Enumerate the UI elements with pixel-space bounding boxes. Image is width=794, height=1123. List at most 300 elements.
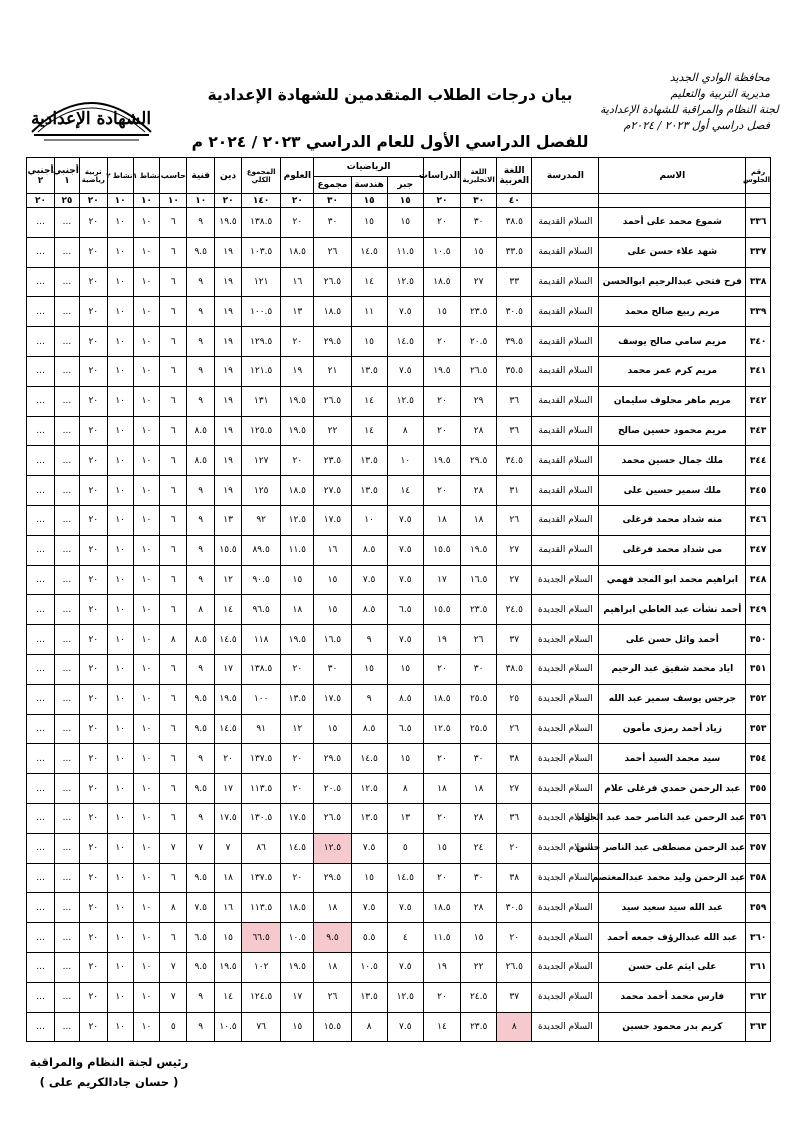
cell-religion: ١٩ <box>215 386 242 416</box>
cell-geometry: ١٥ <box>351 327 387 357</box>
cell-algebra: ٧.٥ <box>387 625 423 655</box>
cell-seat: ٣٤٩ <box>746 595 771 625</box>
col-algebra: جبر <box>387 177 423 194</box>
cell-algebra: ١٢.٥ <box>387 267 423 297</box>
cell-math-total: ٢٦ <box>314 237 351 267</box>
cell-religion: ١٤.٥ <box>215 625 242 655</box>
cell-religion: ١٨ <box>215 863 242 893</box>
table-row <box>27 684 771 714</box>
cell-foreign2: ... <box>27 595 55 625</box>
cell-computer: ٦ <box>160 267 187 297</box>
cell-school: السلام الجديدة <box>532 803 599 833</box>
cell-seat: ٣٥٥ <box>746 774 771 804</box>
table-row <box>27 327 771 357</box>
cell-algebra: ٨ <box>387 416 423 446</box>
cell-total: ١٠٣.٥ <box>242 237 281 267</box>
cell-computer: ٦ <box>160 386 187 416</box>
cell-english: ٢٢ <box>461 952 497 982</box>
cell-name: ملك جمال حسين محمد <box>599 446 746 476</box>
cell-geometry: ١٥ <box>351 208 387 238</box>
cell-foreign1: ... <box>55 982 80 1012</box>
col-math-group: الرياضيات <box>314 158 424 177</box>
cell-sports: ٢٠ <box>79 1012 107 1042</box>
cell-art: ٩.٥ <box>187 774 215 804</box>
cell-total: ١٣٠.٥ <box>242 803 281 833</box>
cell-foreign2: ... <box>27 625 55 655</box>
cell-sports: ٢٠ <box>79 297 107 327</box>
cell-sports: ٢٠ <box>79 625 107 655</box>
cell-english: ٢٥.٥ <box>461 714 497 744</box>
cell-science: ١٨ <box>281 595 314 625</box>
cell-school: السلام القديمة <box>532 446 599 476</box>
cell-science: ١٩.٥ <box>281 416 314 446</box>
cell-activity2: ١٠ <box>107 356 133 386</box>
grade-rows <box>27 208 771 1042</box>
cell-science: ٢٠ <box>281 863 314 893</box>
cell-school: السلام القديمة <box>532 505 599 535</box>
cell-art: ٩ <box>187 982 215 1012</box>
cell-art: ٩ <box>187 297 215 327</box>
cell-algebra: ٧.٥ <box>387 893 423 923</box>
cell-school: السلام الجديدة <box>532 952 599 982</box>
cell-religion: ١٩.٥ <box>215 684 242 714</box>
table-row <box>27 505 771 535</box>
cell-activity1: ١٠ <box>133 744 160 774</box>
cell-foreign1: ... <box>55 595 80 625</box>
cell-activity2: ١٠ <box>107 833 133 863</box>
cell-algebra: ١٥ <box>387 744 423 774</box>
table-row <box>27 267 771 297</box>
cell-english: ٢٠.٥ <box>461 327 497 357</box>
cell-foreign2: ... <box>27 267 55 297</box>
cell-total: ٦٦.٥ <box>242 923 281 953</box>
cell-foreign2: ... <box>27 476 55 506</box>
cell-activity2: ١٠ <box>107 535 133 565</box>
cell-art: ٩ <box>187 476 215 506</box>
cell-total: ٩١ <box>242 714 281 744</box>
cell-religion: ١٧.٥ <box>215 803 242 833</box>
cell-activity2: ١٠ <box>107 476 133 506</box>
cell-studies: ٢٠ <box>423 476 460 506</box>
cell-geometry: ٨.٥ <box>351 595 387 625</box>
cell-algebra: ١١.٥ <box>387 237 423 267</box>
cell-name: شموع محمد على أحمد <box>599 208 746 238</box>
cell-name: مريم ربيع صالح محمد <box>599 297 746 327</box>
cell-activity2: ١٠ <box>107 386 133 416</box>
cell-seat: ٣٤٣ <box>746 416 771 446</box>
cell-computer: ٦ <box>160 208 187 238</box>
page-subtitle: للفصل الدراسي الأول للعام الدراسي ٢٠٢٣ / ٢٠٢٤ م <box>191 133 589 151</box>
cell-name: عبد الرحمن حمدي فرغلى علام <box>599 774 746 804</box>
cell-sports: ٢٠ <box>79 803 107 833</box>
cell-sports: ٢٠ <box>79 654 107 684</box>
cell-total: ١٣٨.٥ <box>242 208 281 238</box>
cell-science: ١٩.٥ <box>281 386 314 416</box>
cell-activity1: ١٠ <box>133 267 160 297</box>
cell-name: زياد أحمد رمزى مأمون <box>599 714 746 744</box>
cell-algebra: ١٣ <box>387 803 423 833</box>
cell-activity1: ١٠ <box>133 654 160 684</box>
cell-foreign2: ... <box>27 297 55 327</box>
cell-geometry: ١٥ <box>351 863 387 893</box>
cell-activity2: ١٠ <box>107 923 133 953</box>
cell-science: ١١.٥ <box>281 535 314 565</box>
cell-english: ٢٧ <box>461 267 497 297</box>
cell-algebra: ٥ <box>387 833 423 863</box>
cell-computer: ٦ <box>160 744 187 774</box>
cell-foreign2: ... <box>27 952 55 982</box>
cell-sports: ٢٠ <box>79 923 107 953</box>
cell-foreign2: ... <box>27 327 55 357</box>
cell-foreign2: ... <box>27 684 55 714</box>
cell-activity1: ١٠ <box>133 923 160 953</box>
cell-algebra: ٧.٥ <box>387 505 423 535</box>
cell-sports: ٢٠ <box>79 416 107 446</box>
cell-math-total: ٣٠ <box>314 208 351 238</box>
cell-geometry: ١٣.٥ <box>351 446 387 476</box>
cell-art: ٩ <box>187 267 215 297</box>
cell-seat: ٣٥٧ <box>746 833 771 863</box>
col-art: فنية <box>187 158 215 194</box>
issuer-line-term: فصل دراسي أول ٢٠٢٣ / ٢٠٢٤م <box>623 119 770 132</box>
cell-school: السلام القديمة <box>532 327 599 357</box>
cell-activity2: ١٠ <box>107 1012 133 1042</box>
cell-math-total: ١٨ <box>314 952 351 982</box>
cell-science: ١٩.٥ <box>281 625 314 655</box>
cell-seat: ٣٤٧ <box>746 535 771 565</box>
cell-english: ١٦.٥ <box>461 565 497 595</box>
cell-total: ١٢٩.٥ <box>242 327 281 357</box>
cell-algebra: ١٤.٥ <box>387 863 423 893</box>
cell-math-total: ٢٢ <box>314 416 351 446</box>
cell-algebra: ٨.٥ <box>387 684 423 714</box>
cell-english: ٢٥.٥ <box>461 684 497 714</box>
cell-activity2: ١٠ <box>107 744 133 774</box>
cell-math-total: ١٥ <box>314 565 351 595</box>
cell-math-total: ١٦.٥ <box>314 625 351 655</box>
cell-activity1: ١٠ <box>133 476 160 506</box>
cell-seat: ٣٦٢ <box>746 982 771 1012</box>
col-science: العلوم <box>281 158 314 194</box>
cell-religion: ١٩ <box>215 416 242 446</box>
cell-math-total: ١٧.٥ <box>314 505 351 535</box>
cell-english: ٢٣.٥ <box>461 1012 497 1042</box>
cell-computer: ٦ <box>160 595 187 625</box>
cell-arabic: ٨ <box>497 1012 532 1042</box>
cell-religion: ١٩.٥ <box>215 208 242 238</box>
cell-religion: ١٩ <box>215 476 242 506</box>
cell-algebra: ١٤ <box>387 476 423 506</box>
cell-seat: ٣٤٠ <box>746 327 771 357</box>
cell-computer: ٦ <box>160 863 187 893</box>
cell-school: السلام القديمة <box>532 267 599 297</box>
cell-religion: ١٩ <box>215 446 242 476</box>
cell-foreign1: ... <box>55 505 80 535</box>
cell-name: أحمد وائل حسن على <box>599 625 746 655</box>
cell-school: السلام الجديدة <box>532 565 599 595</box>
cell-activity1: ١٠ <box>133 714 160 744</box>
cell-seat: ٣٥٩ <box>746 893 771 923</box>
cell-foreign2: ... <box>27 833 55 863</box>
cell-activity1: ١٠ <box>133 833 160 863</box>
cell-algebra: ٧.٥ <box>387 952 423 982</box>
cell-religion: ١٤.٥ <box>215 714 242 744</box>
cell-foreign2: ... <box>27 386 55 416</box>
cell-foreign2: ... <box>27 982 55 1012</box>
cell-name: أحمد نشأت عبد العاطي ابراهيم <box>599 595 746 625</box>
cell-foreign1: ... <box>55 714 80 744</box>
cell-school: السلام الجديدة <box>532 654 599 684</box>
cell-studies: ١٥.٥ <box>423 595 460 625</box>
cell-seat: ٣٣٧ <box>746 237 771 267</box>
cell-computer: ٦ <box>160 565 187 595</box>
cell-computer: ٦ <box>160 297 187 327</box>
table-row <box>27 863 771 893</box>
cell-english: ٢٣.٥ <box>461 297 497 327</box>
cell-computer: ٦ <box>160 774 187 804</box>
max-arabic: ٤٠ <box>497 194 532 208</box>
cell-religion: ١٤ <box>215 982 242 1012</box>
cell-science: ١٣ <box>281 297 314 327</box>
cell-science: ١٦ <box>281 267 314 297</box>
cell-foreign1: ... <box>55 774 80 804</box>
cell-math-total: ٢٩.٥ <box>314 744 351 774</box>
table-row <box>27 774 771 804</box>
cell-science: ٢٠ <box>281 446 314 476</box>
col-foreign1: أجنبي ١ <box>55 158 80 194</box>
cell-foreign1: ... <box>55 416 80 446</box>
max-studies: ٢٠ <box>423 194 460 208</box>
cell-computer: ٦ <box>160 654 187 684</box>
cell-science: ١٣.٥ <box>281 684 314 714</box>
cell-english: ٣٠ <box>461 654 497 684</box>
cell-art: ٨.٥ <box>187 446 215 476</box>
signature-title: رئيس لجنة النظام والمراقبة <box>29 1055 189 1069</box>
cell-math-total: ٢٦.٥ <box>314 267 351 297</box>
cell-seat: ٣٥٦ <box>746 803 771 833</box>
max-algebra: ١٥ <box>387 194 423 208</box>
cell-total: ٩٢ <box>242 505 281 535</box>
cell-sports: ٢٠ <box>79 386 107 416</box>
cell-science: ١٩.٥ <box>281 952 314 982</box>
cell-total: ١١٨ <box>242 625 281 655</box>
cell-name: مريم كرم عمر محمد <box>599 356 746 386</box>
cell-total: ١٢١ <box>242 267 281 297</box>
cell-school: السلام الجديدة <box>532 982 599 1012</box>
cell-activity1: ١٠ <box>133 535 160 565</box>
cell-foreign2: ... <box>27 863 55 893</box>
cell-foreign1: ... <box>55 237 80 267</box>
cell-arabic: ٣٩.٥ <box>497 327 532 357</box>
cell-math-total: ١٥ <box>314 714 351 744</box>
cell-arabic: ٣٥.٥ <box>497 356 532 386</box>
cell-activity1: ١٠ <box>133 774 160 804</box>
cell-math-total: ٩.٥ <box>314 923 351 953</box>
cell-foreign1: ... <box>55 863 80 893</box>
cell-algebra: ٧.٥ <box>387 565 423 595</box>
cell-art: ٧ <box>187 833 215 863</box>
max-religion: ٢٠ <box>215 194 242 208</box>
cell-science: ٢٠ <box>281 327 314 357</box>
cell-studies: ٢٠ <box>423 208 460 238</box>
cell-english: ٢٨ <box>461 476 497 506</box>
cell-arabic: ٣٨.٥ <box>497 654 532 684</box>
cell-name: مى شداد محمد فرغلى <box>599 535 746 565</box>
cell-foreign1: ... <box>55 297 80 327</box>
cell-total: ٩٠.٥ <box>242 565 281 595</box>
cell-seat: ٣٦٣ <box>746 1012 771 1042</box>
cell-school: السلام الجديدة <box>532 1012 599 1042</box>
cell-foreign1: ... <box>55 208 80 238</box>
cell-algebra: ٦.٥ <box>387 595 423 625</box>
cell-science: ١٨.٥ <box>281 893 314 923</box>
cell-art: ٨.٥ <box>187 625 215 655</box>
cell-english: ٢٣.٥ <box>461 595 497 625</box>
cell-computer: ٦ <box>160 416 187 446</box>
cell-english: ١٥ <box>461 237 497 267</box>
cell-studies: ٢٠ <box>423 803 460 833</box>
cell-science: ١٥ <box>281 565 314 595</box>
cell-arabic: ٣١ <box>497 476 532 506</box>
cell-activity1: ١٠ <box>133 684 160 714</box>
cell-science: ٢٠ <box>281 654 314 684</box>
col-sports: تربية رياضية <box>79 158 107 194</box>
cell-art: ٩.٥ <box>187 684 215 714</box>
col-activity2: نشاط ٢ <box>107 158 133 194</box>
max-science: ٢٠ <box>281 194 314 208</box>
col-total: المجموع الكلي <box>242 158 281 194</box>
cell-art: ٩ <box>187 327 215 357</box>
cell-school: السلام الجديدة <box>532 923 599 953</box>
cell-computer: ٧ <box>160 982 187 1012</box>
cell-seat: ٣٤٥ <box>746 476 771 506</box>
cell-arabic: ٣٧ <box>497 625 532 655</box>
cell-geometry: ٧.٥ <box>351 833 387 863</box>
cell-activity2: ١٠ <box>107 863 133 893</box>
cell-english: ٢٩.٥ <box>461 446 497 476</box>
cell-algebra: ١٥ <box>387 208 423 238</box>
cell-art: ٩.٥ <box>187 714 215 744</box>
cell-science: ١٧ <box>281 982 314 1012</box>
cell-total: ١٣١ <box>242 386 281 416</box>
cell-school: السلام الجديدة <box>532 833 599 863</box>
cell-science: ٢٠ <box>281 774 314 804</box>
col-school: المدرسة <box>532 158 599 194</box>
cell-math-total: ١٨.٥ <box>314 297 351 327</box>
cell-english: ٣٠ <box>461 863 497 893</box>
cell-name: سيد محمد السيد أحمد <box>599 744 746 774</box>
cell-total: ١١٣.٥ <box>242 893 281 923</box>
cell-geometry: ٧.٥ <box>351 893 387 923</box>
max-foreign2: ٢٠ <box>27 194 55 208</box>
cell-foreign2: ... <box>27 923 55 953</box>
cell-activity2: ١٠ <box>107 327 133 357</box>
cell-science: ١٥ <box>281 1012 314 1042</box>
max-activity1: ١٠ <box>133 194 160 208</box>
cell-foreign1: ... <box>55 923 80 953</box>
cell-foreign2: ... <box>27 893 55 923</box>
cell-math-total: ٢٦.٥ <box>314 803 351 833</box>
cell-science: ١٤.٥ <box>281 833 314 863</box>
cell-total: ١٣٧.٥ <box>242 863 281 893</box>
cell-activity2: ١٠ <box>107 565 133 595</box>
cell-math-total: ٢٠.٥ <box>314 774 351 804</box>
cell-sports: ٢٠ <box>79 744 107 774</box>
cell-sports: ٢٠ <box>79 714 107 744</box>
max-scores-row <box>27 194 771 208</box>
cell-studies: ١١.٥ <box>423 923 460 953</box>
col-studies: الدراسات <box>423 158 460 194</box>
cell-foreign2: ... <box>27 1012 55 1042</box>
cell-seat: ٣٥٢ <box>746 684 771 714</box>
cell-activity2: ١٠ <box>107 982 133 1012</box>
cell-school: السلام القديمة <box>532 356 599 386</box>
table-row <box>27 386 771 416</box>
cell-algebra: ١٢.٥ <box>387 982 423 1012</box>
table-row <box>27 803 771 833</box>
max-computer: ١٠ <box>160 194 187 208</box>
cell-activity2: ١٠ <box>107 684 133 714</box>
cell-studies: ١٩.٥ <box>423 356 460 386</box>
cell-activity1: ١٠ <box>133 803 160 833</box>
cell-math-total: ١٦ <box>314 535 351 565</box>
cell-computer: ٨ <box>160 625 187 655</box>
cell-geometry: ١٤ <box>351 267 387 297</box>
cell-religion: ١٣ <box>215 505 242 535</box>
col-religion: دين <box>215 158 242 194</box>
cell-computer: ٦ <box>160 714 187 744</box>
cell-science: ١٢.٥ <box>281 505 314 535</box>
cell-activity1: ١٠ <box>133 893 160 923</box>
cell-name: فرح فتحي عبدالرحيم ابوالحسن <box>599 267 746 297</box>
cell-seat: ٣٥٣ <box>746 714 771 744</box>
cell-activity1: ١٠ <box>133 982 160 1012</box>
cell-activity2: ١٠ <box>107 297 133 327</box>
table-row <box>27 297 771 327</box>
cell-art: ٩ <box>187 565 215 595</box>
cell-english: ١٨ <box>461 505 497 535</box>
cell-geometry: ١٤ <box>351 416 387 446</box>
cell-activity2: ١٠ <box>107 714 133 744</box>
cell-art: ٩ <box>187 356 215 386</box>
cell-english: ٣٠ <box>461 208 497 238</box>
cell-arabic: ٣٨ <box>497 863 532 893</box>
cell-arabic: ٢٧ <box>497 535 532 565</box>
cell-total: ١١٣.٥ <box>242 774 281 804</box>
cell-studies: ١٩ <box>423 625 460 655</box>
max-geometry: ١٥ <box>351 194 387 208</box>
cell-geometry: ١٣.٥ <box>351 982 387 1012</box>
cell-science: ١٢ <box>281 714 314 744</box>
col-foreign2: أجنبي ٢ <box>27 158 55 194</box>
cell-studies: ٢٠ <box>423 327 460 357</box>
cell-art: ٩.٥ <box>187 952 215 982</box>
cell-activity1: ١٠ <box>133 208 160 238</box>
cell-math-total: ٢٣.٥ <box>314 446 351 476</box>
cell-art: ٩.٥ <box>187 863 215 893</box>
cell-school: السلام الجديدة <box>532 684 599 714</box>
cell-foreign1: ... <box>55 654 80 684</box>
table-row <box>27 446 771 476</box>
cell-total: ٧٦ <box>242 1012 281 1042</box>
cell-foreign1: ... <box>55 565 80 595</box>
cell-name: مريم محمود حسين صالح <box>599 416 746 446</box>
cell-activity1: ١٠ <box>133 625 160 655</box>
cell-religion: ١٦ <box>215 893 242 923</box>
cell-activity1: ١٠ <box>133 863 160 893</box>
cell-foreign1: ... <box>55 356 80 386</box>
cell-studies: ٢٠ <box>423 416 460 446</box>
